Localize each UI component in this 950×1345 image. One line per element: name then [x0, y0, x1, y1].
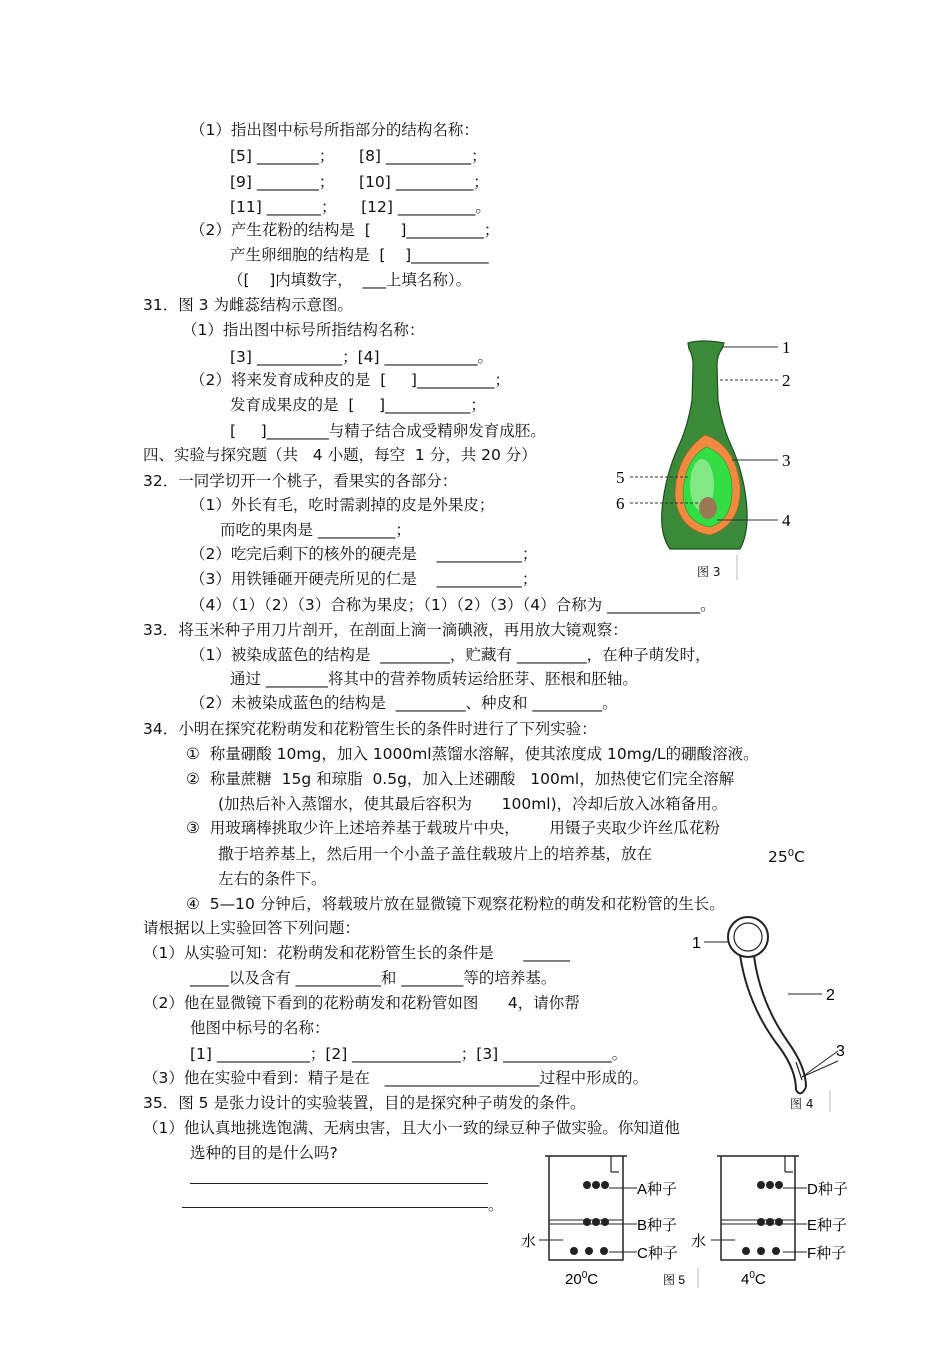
- q35-stem: 35．图 5 是张力设计的实验装置，目的是探究种子萌发的条件。: [143, 1094, 586, 1112]
- q33-part1b: 通过 ________将其中的营养物质转运给胚芽、胚根和胚轴。: [230, 670, 638, 688]
- fig5-left-seed-c: C种子: [637, 1245, 678, 1262]
- q34-answer2b: 他图中标号的名称：: [190, 1019, 330, 1037]
- q32-part1b: 而吃的果肉是 __________；: [220, 521, 411, 539]
- q30-row3: [11] _______； [12] __________。: [230, 198, 491, 216]
- q32-part1a: （1）外长有毛，吃时需剥掉的皮是外果皮；: [190, 496, 495, 514]
- q31-part2c: [ ]________与精子结合成受精卵发育成胚。: [230, 422, 546, 440]
- q34-answer1b: _____以及含有 ___________和 ________等的培养基。: [190, 969, 557, 987]
- q30-part2b: 产生卵细胞的结构是 [ ]__________: [230, 246, 489, 264]
- q35-part1a: （1）他认真地挑选饱满、无病虫害，且大小一致的绿豆种子做实验。你知道他: [143, 1119, 680, 1137]
- q30-row2: [9] ________； [10] __________；: [230, 173, 489, 191]
- fig5-right-water: 水: [691, 1233, 707, 1250]
- figure-5-seed-germination-apparatus: [515, 1150, 865, 1290]
- q34-answer2c: [1] ____________；[2] ______________；[3] ______________。: [190, 1045, 628, 1063]
- fig3-label-4: 4: [782, 511, 791, 530]
- q34-temperature: $25^0C$: [768, 848, 805, 867]
- q34-step3d: 左右的条件下。: [218, 870, 327, 888]
- fig3-label-3: 3: [782, 451, 791, 470]
- fig5-left-seed-b: B种子: [637, 1217, 678, 1234]
- q31-part2a: （2）将来发育成种皮的是 [ ]__________；: [190, 371, 510, 389]
- fig3-label-1: 1: [782, 338, 791, 357]
- fig4-label-1: 1: [692, 935, 701, 952]
- q31-part1: （1）指出图中标号所指结构名称：: [182, 321, 425, 339]
- q34-step4: ④ 5—10 分钟后，将载玻片放在显微镜下观察花粉粒的萌发和花粉管的生长。: [186, 895, 725, 913]
- beaker-left: [521, 1156, 678, 1288]
- beaker-right: [691, 1156, 848, 1288]
- q34-stem: 34．小明在探究花粉萌发和花粉管生长的条件时进行了下列实验：: [143, 720, 597, 738]
- fig5-right-temperature: $4^0C$: [741, 1270, 766, 1288]
- q34-ask: 请根据以上实验回答下列问题：: [143, 919, 361, 937]
- figure-4-caption: 图 4: [790, 1097, 814, 1111]
- q33-part2: （2）未被染成蓝色的结构是 _________、种皮和 _________。: [190, 694, 618, 712]
- fig5-right-seed-f: F种子: [807, 1245, 847, 1262]
- q35-answer-line-1: [190, 1183, 488, 1184]
- q31-stem: 31．图 3 为雌蕊结构示意图。: [143, 296, 353, 314]
- q34-answer3: （3）他在实验中看到：精子是在 ____________________过程中形成的。: [143, 1069, 649, 1087]
- figure-5-caption: 图 5: [663, 1273, 686, 1287]
- q30-part2a: （2）产生花粉的结构是 [ ]__________；: [190, 221, 500, 239]
- q35-part1b: 选种的目的是什么吗?: [190, 1144, 338, 1162]
- q35-answer-end: 。: [488, 1196, 504, 1214]
- fig5-right-seed-e: E种子: [807, 1217, 848, 1234]
- q34-step2a: ② 称量蔗糖 15g 和琼脂 0.5g，加入上述硼酸 100ml，加热使它们完全溶解: [186, 770, 735, 788]
- fig3-label-5: 5: [616, 468, 625, 487]
- q32-part4: （4）（1）（2）（3）合称为果皮；（1）（2）（3）（4）合称为 ____________。: [190, 596, 716, 614]
- fig4-label-2: 2: [826, 987, 835, 1004]
- fig3-label-2: 2: [782, 371, 791, 390]
- fig4-label-3: 3: [836, 1043, 845, 1060]
- figure-3-pistil-diagram: [610, 335, 815, 585]
- q34-answer1a: （1）从实验可知：花粉萌发和花粉管生长的条件是 ______: [143, 944, 570, 962]
- q35-answer-line-2: [182, 1207, 488, 1208]
- q34-step2b: (加热后补入蒸馏水，使其最后容积为 100ml)，冷却后放入冰箱备用。: [218, 795, 728, 813]
- q30-part1: （1）指出图中标号所指部分的结构名称：: [190, 121, 479, 139]
- q31-part1a: [3] ___________；[4] ____________。: [230, 348, 494, 366]
- fig5-left-seed-a: A种子: [637, 1181, 678, 1198]
- fig3-label-6: 6: [616, 494, 625, 513]
- fig5-left-water: 水: [521, 1233, 537, 1250]
- q30-row1: [5] ________； [8] ___________；: [230, 147, 487, 165]
- q32-part2: （2）吃完后剩下的核外的硬壳是 ___________；: [190, 545, 538, 563]
- figure-3-caption: 图 3: [697, 565, 721, 579]
- fig5-right-seed-d: D种子: [807, 1181, 848, 1198]
- fig5-left-temperature: $20^0C$: [565, 1270, 599, 1288]
- q34-step3a: ③ 用玻璃棒挑取少许上述培养基于载玻片中央， 用镊子夹取少许丝瓜花粉: [186, 819, 720, 837]
- section-4-heading: 四、实验与探究题（共 4 小题，每空 1 分，共 20 分）: [143, 446, 537, 464]
- q34-step3b: 撒于培养基上，然后用一个小盖子盖住载玻片上的培养基，放在: [218, 845, 653, 863]
- q34-step1: ① 称量硼酸 10mg，加入 1000ml蒸馏水溶解，使其浓度成 10mg/L的硼酸溶液。: [186, 745, 759, 763]
- egg-cell: [699, 497, 717, 519]
- q34-answer2a: （2）他在显微镜下看到的花粉萌发和花粉管如图 4，请你帮: [143, 994, 580, 1012]
- q30-note: （[ ]内填数字， ___上填名称）。: [228, 271, 472, 289]
- q33-part1a: （1）被染成蓝色的结构是 _________，贮藏有 _________，在种子萌发时，: [190, 646, 711, 664]
- figure-4-pollen-tube-diagram: [688, 912, 848, 1112]
- q32-part3: （3）用铁锤砸开硬壳所见的仁是 ___________；: [190, 570, 538, 588]
- q33-stem: 33．将玉米种子用刀片剖开，在剖面上滴一滴碘液，再用放大镜观察：: [143, 621, 628, 639]
- q32-stem: 32．一同学切开一个桃子，看果实的各部分：: [143, 472, 458, 490]
- q31-part2b: 发育成果皮的是 [ ]___________；: [230, 396, 486, 414]
